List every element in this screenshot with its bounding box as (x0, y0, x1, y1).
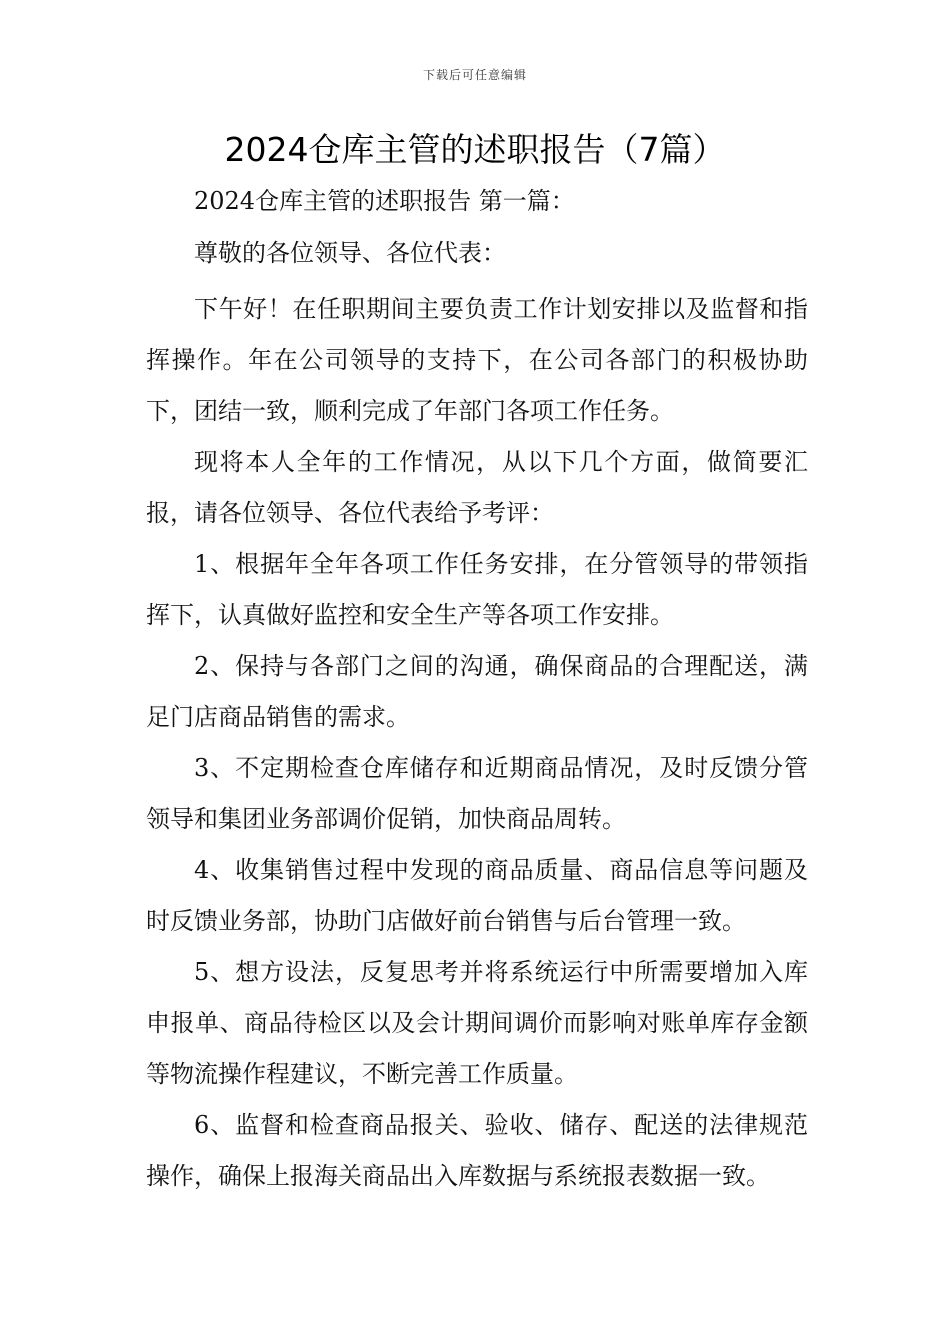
paragraph-item-2: 2、保持与各部门之间的沟通，确保商品的合理配送，满足门店商品销售的需求。 (146, 652, 808, 731)
document-title: 2024仓库主管的述职报告（7篇） (224, 130, 726, 169)
paragraph-item-3: 3、不定期检查仓库储存和近期商品情况，及时反馈分管领导和集团业务部调价促销，加快商品周转。 (146, 754, 808, 833)
document-body (146, 180, 808, 1202)
salutation: 尊敬的各位领导、各位代表： (194, 239, 506, 267)
paragraph-item-1: 1、根据年全年各项工作任务安排，在分管领导的带领指挥下，认真做好监控和安全生产等各项工作安排。 (146, 550, 808, 629)
paragraph-item-4: 4、收集销售过程中发现的商品质量、商品信息等问题及时反馈业务部，协助门店做好前台销售与后台管理一致。 (146, 856, 808, 935)
paragraph-greeting: 下午好！在任职期间主要负责工作计划安排以及监督和指挥操作。年在公司领导的支持下，在公司各部门的积极协助下，团结一致，顺利完成了年部门各项工作任务。 (146, 295, 808, 425)
paragraph-intro: 现将本人全年的工作情况，从以下几个方面，做简要汇报，请各位领导、各位代表给予考评： (146, 448, 808, 527)
paragraph-item-6: 6、监督和检查商品报关、验收、储存、配送的法律规范操作，确保上报海关商品出入库数据与系统报表数据一致。 (146, 1111, 808, 1190)
header-note: 下载后可任意编辑 (422, 68, 527, 82)
section-heading: 2024仓库主管的述职报告 第一篇： (194, 187, 575, 215)
paragraph-item-5: 5、想方设法，反复思考并将系统运行中所需要增加入库申报单、商品待检区以及会计期间调价而影响对账单库存金额等物流操作程建议，不断完善工作质量。 (146, 958, 808, 1088)
